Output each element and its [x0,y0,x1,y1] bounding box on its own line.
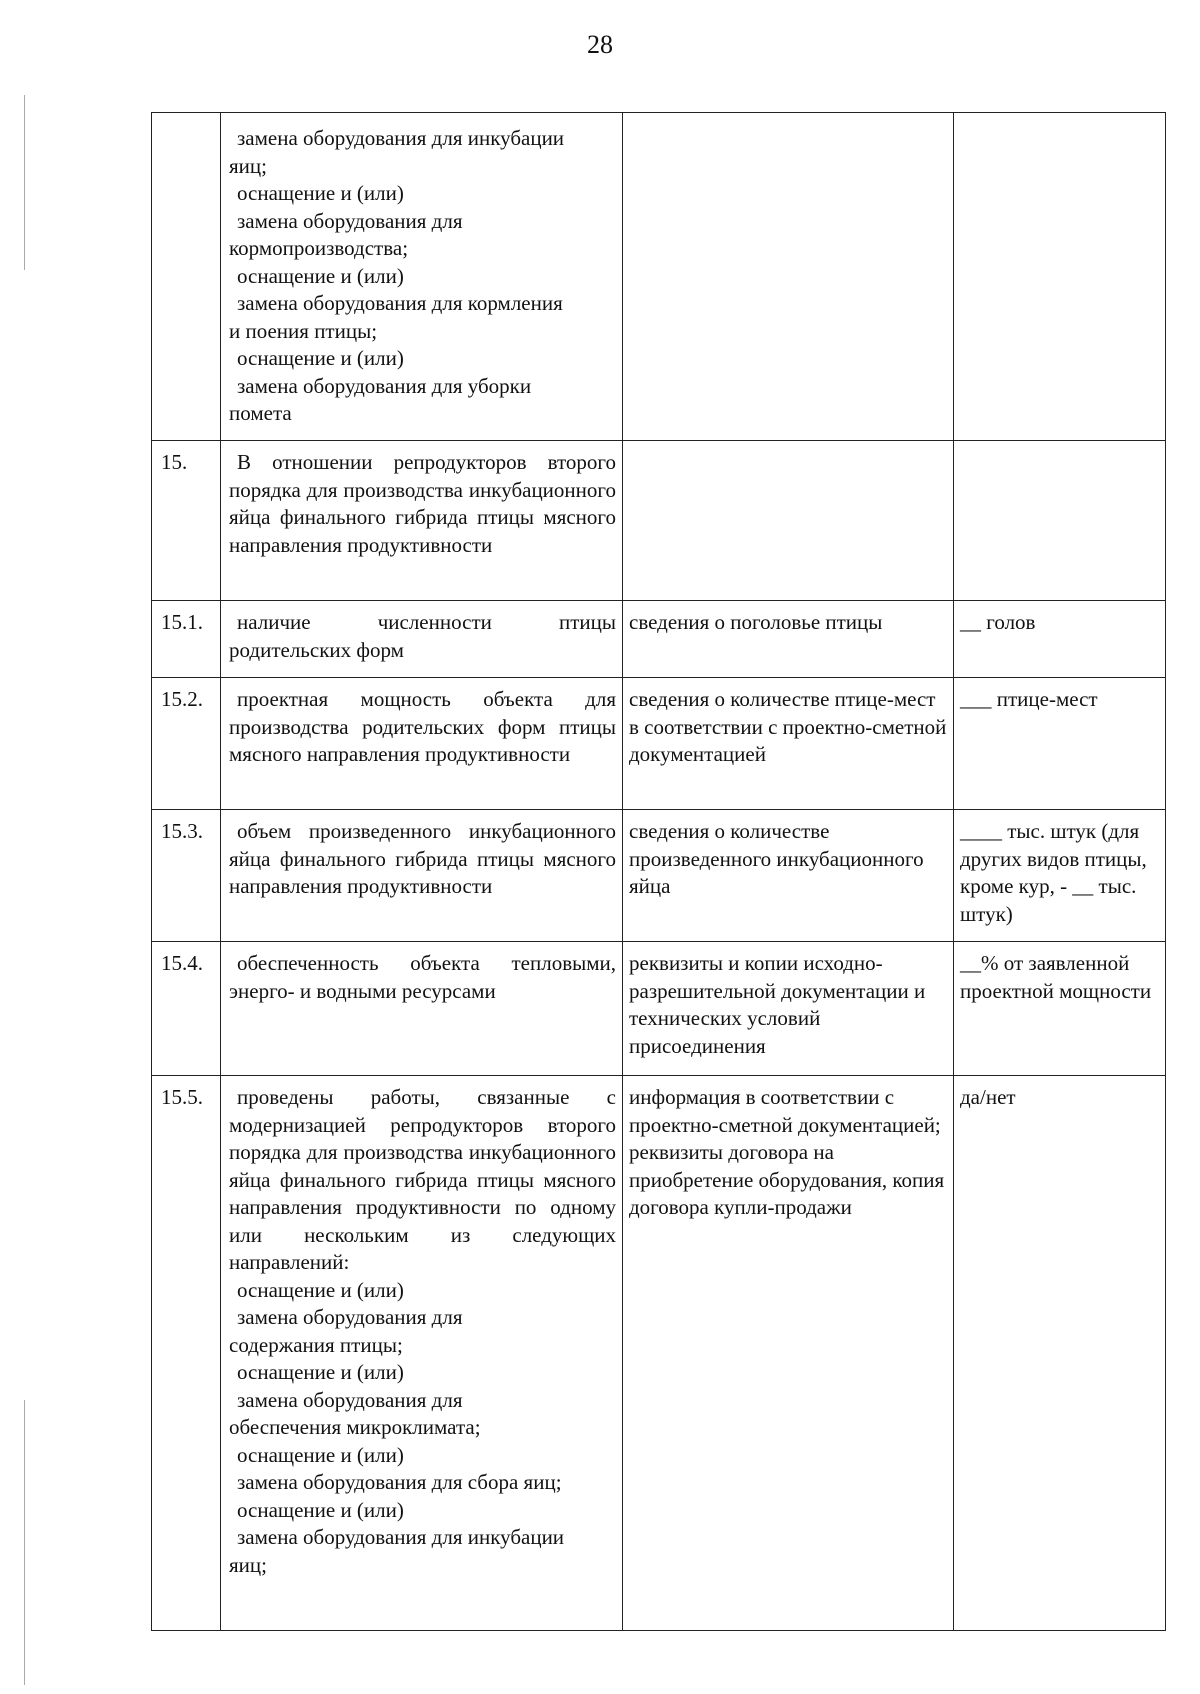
criterion-cell [221,441,623,601]
documents-cell [623,678,954,810]
criterion-text: проектная мощность объекта для производства родительских форм птицы мясного направления продуктивности [229,687,616,766]
value-text: __% от заявленной проектной мощности [960,951,1152,1003]
documents-text: сведения о количестве птице-мест в соответствии с проектно-сметной документацией [629,687,947,766]
scan-margin-line [24,95,25,270]
documents-cell [623,810,954,942]
row-number: 15. [161,450,188,474]
row-number: 15.3. [161,819,203,843]
documents-text [623,113,953,129]
documents-text: сведения о количестве произведенного инкубационного яйца [629,819,924,898]
row-number: 15.5. [161,1085,203,1109]
documents-text: сведения о поголовье птицы [629,610,883,634]
criterion-text: объем произведенного инкубационного яйца финального гибрида птицы мясного направления продуктивности [229,819,616,898]
documents-text: информация в соответствии с проектно-сметной документацией; реквизиты договора на приобретение оборудования, копия договора купли-продажи [629,1085,945,1219]
criterion-cell [221,678,623,810]
criterion-cell [221,113,623,441]
documents-cell [623,113,954,441]
criterion-cell [221,601,623,678]
criterion-line: замена оборудования для кормления [237,291,563,315]
scan-margin-line [24,1400,25,1685]
criterion-line: помета [229,401,292,425]
criterion-text [221,113,622,436]
criterion-line: замена оборудования для [237,208,463,233]
table-row [152,441,1166,601]
page-number: 28 [587,30,613,59]
value-text: ____ тыс. штук (для других видов птицы, кроме кур, - __ тыс. штук) [960,819,1147,926]
row-number-cell [152,678,221,810]
table-row [152,678,1166,810]
value-cell [954,810,1166,942]
criterion-line: замена оборудования для уборки [237,373,532,398]
row-number-cell [152,942,221,1076]
criterion-line: оснащение и (или) [237,346,404,370]
criterion-text [221,1076,622,1587]
value-text [954,441,1165,457]
row-number-cell [152,1076,221,1631]
criterion-line: замена оборудования для [237,1387,463,1412]
criterion-line: оснащение и (или) [237,1360,404,1384]
documents-text [623,441,953,457]
value-cell [954,1076,1166,1631]
row-number-cell [152,601,221,678]
criterion-cell [221,942,623,1076]
criterion-text: В отношении репродукторов второго порядка для производства инкубационного яйца финального гибрида птицы мясного направления продуктивности [229,450,616,557]
row-number: 15.2. [161,687,203,711]
table-row [152,810,1166,942]
criterion-text: наличие численности птицы родительских форм [229,610,616,662]
criterion-line: обеспечения микроклимата; [229,1415,481,1439]
value-text: да/нет [960,1085,1016,1109]
table-row [152,942,1166,1076]
criterion-line: и поения птицы; [229,318,378,343]
value-text: ___ птице-мест [960,687,1098,711]
table-row [152,113,1166,441]
value-cell [954,441,1166,601]
documents-text: реквизиты и копии исходно-разрешительной документации и технических условий присоединения [629,951,926,1058]
criterion-line: оснащение и (или) [237,263,404,288]
criterion-line: оснащение и (или) [237,1497,404,1522]
criterion-line: замена оборудования для инкубации [237,126,565,150]
criterion-line: замена оборудования для инкубации [237,1525,565,1549]
table-row [152,1076,1166,1631]
table-row [152,601,1166,678]
criterion-line: замена оборудования для [237,1305,463,1329]
criterion-cell [221,810,623,942]
row-number-cell [152,441,221,601]
criterion-line: содержания птицы; [229,1332,403,1357]
row-number: 15.1. [161,610,203,634]
criterion-line: оснащение и (или) [237,181,404,205]
value-text: __ голов [960,610,1036,634]
criterion-line: оснащение и (или) [237,1277,404,1302]
value-cell [954,601,1166,678]
criterion-cell [221,1076,623,1631]
criterion-line: оснащение и (или) [237,1442,404,1467]
row-number [152,113,220,121]
documents-cell [623,942,954,1076]
criterion-line: замена оборудования для сбора яиц; [237,1470,562,1494]
row-number-cell [152,113,221,441]
row-number-cell [152,810,221,942]
documents-cell [623,601,954,678]
value-cell [954,113,1166,441]
value-text [954,113,1165,129]
value-cell [954,678,1166,810]
row-number: 15.4. [161,951,203,975]
criterion-line: яиц; [229,1552,267,1577]
criterion-line: кормопроизводства; [229,236,409,260]
value-cell [954,942,1166,1076]
criterion-line: яиц; [229,153,267,178]
criteria-table [151,112,1166,1631]
criterion-line: проведены работы, связанные с модернизацией репродукторов второго порядка для производства инкубационного яйца финального гибрида птицы мясного направления продуктивности по одному или нескольким из следующих направлений: [229,1085,616,1274]
documents-cell [623,441,954,601]
documents-cell [623,1076,954,1631]
criterion-text: обеспеченность объекта тепловыми, энерго- и водными ресурсами [229,951,616,1003]
